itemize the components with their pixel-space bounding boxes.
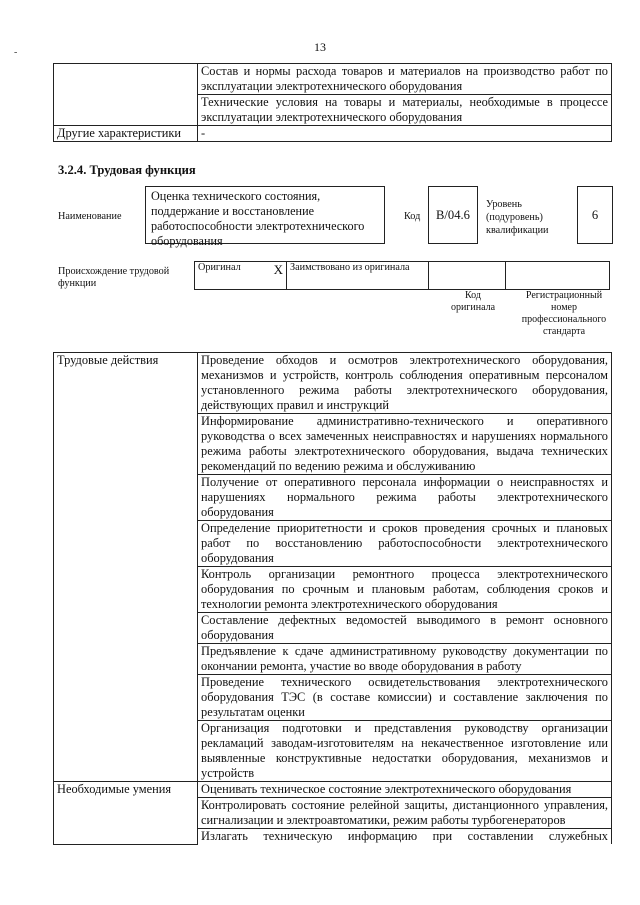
skill-item: Оценивать техническое состояние электротехнического оборудования — [198, 782, 612, 798]
labor-action-item: Предъявление к сдаче административному руководству документации по окончании ремонта, участие во вводе оборудования в работу — [198, 644, 612, 675]
labor-action-item: Контроль организации ремонтного процесса электротехнического оборудования по срочным и плановым работам, соблюдения сроков и технологии ремонта электротехнического оборудования — [198, 567, 612, 613]
table-row — [54, 126, 612, 142]
labor-action-item: Проведение обходов и осмотров электротехнического оборудования, механизмов и устройств, контроль соблюдения оперативным персоналом установленного режима работы электротехнического оборудования, действующих правил и инструкций — [198, 353, 612, 414]
function-name-box: Оценка технического состояния, поддержание и восстановление работоспособности электротехнического оборудования — [145, 186, 385, 244]
borrowed-cell: Заимствовано из оригинала — [287, 262, 429, 290]
function-code-box: B/04.6 — [428, 186, 478, 244]
origin-table — [194, 261, 610, 290]
scan-mark: - — [14, 47, 18, 58]
table-row — [54, 782, 612, 798]
table-row — [195, 262, 610, 290]
labor-action-item: Составление дефектных ведомостей выводимого в ремонт основного оборудования — [198, 613, 612, 644]
row-header: Другие характеристики — [54, 126, 198, 142]
page-number: 13 — [314, 40, 326, 54]
name-label: Наименование — [58, 211, 122, 222]
original-cell — [195, 262, 287, 290]
table-row — [54, 353, 612, 414]
skills-header: Необходимые умения — [54, 782, 198, 845]
skill-item: Излагать техническую информацию при составлении служебных — [198, 829, 612, 845]
labor-actions-header: Трудовые действия — [54, 353, 198, 782]
row-text: - — [198, 126, 612, 142]
level-label: Уровень (подуровень) квалификации — [486, 199, 549, 236]
level-value-box: 6 — [577, 186, 613, 244]
row-text: Технические условия на товары и материалы, необходимые в процессе эксплуатации электротехнического оборудования — [198, 95, 612, 126]
labor-action-item: Информирование административно-технического и оперативного руководства о всех замеченных неисправностях и нарушениях нормального режима работы электротехнического оборудования, выдача технических рекомендаций по ведению режима и обслуживанию — [198, 414, 612, 475]
original-mark: X — [273, 262, 283, 277]
origin-label: Происхождение трудовой функции — [58, 266, 170, 289]
reg-number-caption: Регистрационный номер профессионального стандарта — [521, 290, 607, 337]
row-text: Состав и нормы расхода товаров и материалов на производство работ по эксплуатации электротехнического оборудования — [198, 64, 612, 95]
origin-code-cell — [429, 262, 506, 290]
continuation-table — [53, 63, 612, 142]
table-row — [54, 64, 612, 95]
labor-action-item: Получение от оперативного персонала информации о неисправностях и нарушениях нормального режима работы электротехнического оборудования — [198, 475, 612, 521]
code-label: Код — [404, 211, 421, 222]
labor-action-item: Определение приоритетности и сроков проведения срочных и плановых работ по восстановлению работоспособности электротехнического оборудования — [198, 521, 612, 567]
row-header — [54, 64, 198, 126]
original-label: Оригинал — [198, 262, 241, 273]
origin-code-caption: Код оригинала — [450, 290, 496, 313]
labor-functions-table — [53, 352, 612, 845]
skill-item: Контролировать состояние релейной защиты, дистанционного управления, сигнализации и электроавтоматики, режим работы турбогенераторов — [198, 798, 612, 829]
labor-action-item: Проведение технического освидетельствования электротехнического оборудования ТЭС (в составе комиссии) и составление заключения по результатам оценки — [198, 675, 612, 721]
section-title: 3.2.4. Трудовая функция — [58, 163, 196, 177]
origin-reg-cell — [506, 262, 610, 290]
labor-action-item: Организация подготовки и представления руководству организации рекламаций заводам-изготовителям на некачественное изготовление или выявленные конструктивные недостатки оборудования, механизмов и устройств — [198, 721, 612, 782]
